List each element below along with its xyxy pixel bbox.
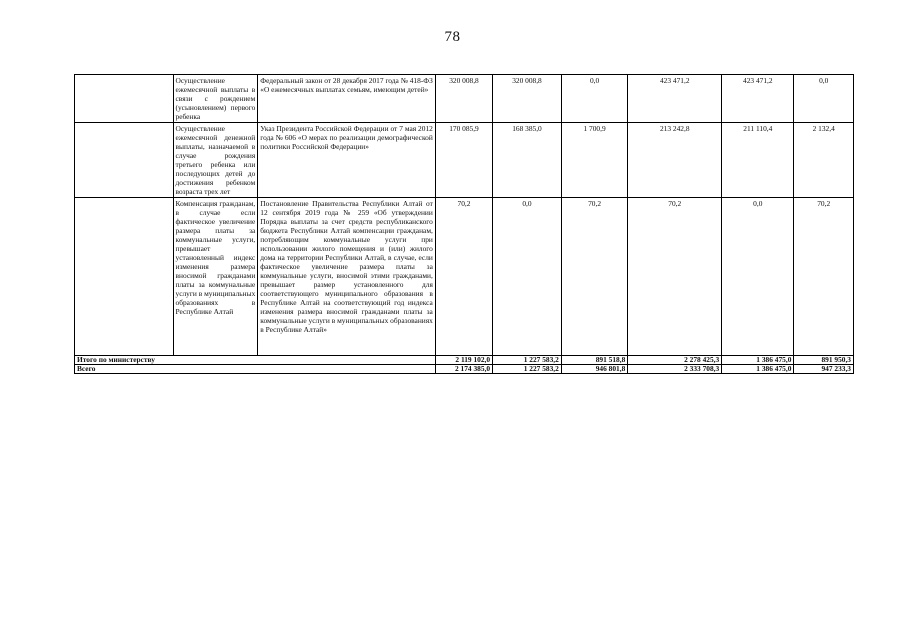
- total-value: 1 386 475,0: [722, 356, 794, 365]
- row-value: 0,0: [722, 198, 794, 356]
- empty-cell: [75, 123, 174, 198]
- row-value: 70,2: [435, 198, 492, 356]
- row-value: 423 471,2: [722, 75, 794, 123]
- table-row: [75, 123, 854, 198]
- row-value: 320 008,8: [435, 75, 492, 123]
- grand-total-value: 947 233,3: [794, 365, 854, 374]
- row-value: 1 700,9: [561, 123, 627, 198]
- page-number: 78: [444, 29, 461, 45]
- row-value: 320 008,8: [493, 75, 562, 123]
- budget-table: [74, 74, 854, 374]
- grand-total-row: [75, 365, 854, 374]
- row-value: 211 110,4: [722, 123, 794, 198]
- row-value: 70,2: [628, 198, 722, 356]
- row-value: 170 085,9: [435, 123, 492, 198]
- row-legal-basis: Постановление Правительства Республики Алтай от 12 сентября 2019 года № 259 «Об утверждении Порядка выплаты за счет средств республиканского бюджета Республики Алтай компенсации гражданам, потребляющим коммунальные услуги при использовании жилого помещения и (или) жилого дома на территории Республики Алтай, в случае, если фактическое увеличение размера платы за коммунальные услуги, вносимой этими гражданами, превышает размер установленного для соответствующего муниципального образования в Республике Алтай на соответствующий год индекса изменения размера вносимой гражданами платы за коммунальные услуги в муниципальных образованиях в Республике Алтай»: [258, 198, 436, 356]
- row-description: Осуществление ежемесячной выплаты в связи с рождением (усыновлением) первого ребенка: [173, 75, 258, 123]
- row-description: Осуществление ежемесячной денежной выплаты, назначаемой в случае рождения третьего ребенка или последующих детей до достижения ребенком возраста трех лет: [173, 123, 258, 198]
- grand-total-value: 946 801,8: [561, 365, 627, 374]
- grand-total-value: 1 386 475,0: [722, 365, 794, 374]
- empty-cell: [75, 75, 174, 123]
- grand-total-label: Всего: [75, 365, 436, 374]
- row-value: 213 242,8: [628, 123, 722, 198]
- row-description: Компенсация гражданам, в случае если фактическое увеличение размера платы за коммунальные услуги, превышает установленный индекс изменения размера вносимой гражданами платы за коммунальные услуги в муниципальных образованиях в Республике Алтай: [173, 198, 258, 356]
- grand-total-value: 2 333 708,3: [628, 365, 722, 374]
- empty-cell: [75, 198, 174, 356]
- grand-total-value: 1 227 583,2: [493, 365, 562, 374]
- total-value: 891 950,3: [794, 356, 854, 365]
- table-row: [75, 75, 854, 123]
- total-label: Итого по министерству: [75, 356, 436, 365]
- total-value: 2 278 425,3: [628, 356, 722, 365]
- grand-total-value: 2 174 385,0: [435, 365, 492, 374]
- row-value: 70,2: [794, 198, 854, 356]
- row-value: 423 471,2: [628, 75, 722, 123]
- row-value: 0,0: [794, 75, 854, 123]
- total-value: 1 227 583,2: [493, 356, 562, 365]
- row-legal-basis: Федеральный закон от 28 декабря 2017 года № 418-ФЗ «О ежемесячных выплатах семьям, имеющим детей»: [258, 75, 436, 123]
- total-value: 891 518,8: [561, 356, 627, 365]
- row-value: 0,0: [561, 75, 627, 123]
- row-value: 70,2: [561, 198, 627, 356]
- row-value: 168 385,0: [493, 123, 562, 198]
- row-value: 0,0: [493, 198, 562, 356]
- row-value: 2 132,4: [794, 123, 854, 198]
- row-legal-basis: Указ Президента Российской Федерации от 7 мая 2012 года № 606 «О мерах по реализации демографической политики Российской Федерации»: [258, 123, 436, 198]
- table-row: [75, 198, 854, 356]
- total-value: 2 119 102,0: [435, 356, 492, 365]
